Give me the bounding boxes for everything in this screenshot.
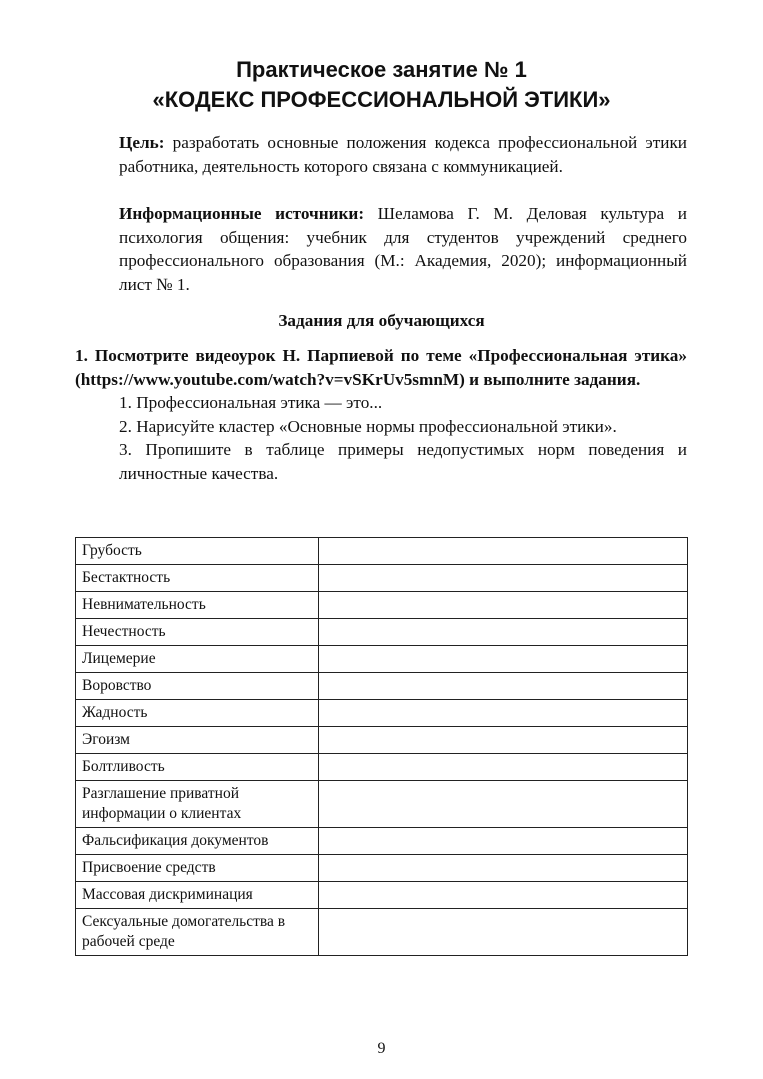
row-label: Массовая дискриминация [76,882,319,909]
row-label: Жадность [76,700,319,727]
table-row [76,592,688,619]
table-row [76,700,688,727]
page-title-line1: Практическое занятие № 1 [236,57,527,82]
row-answer-cell[interactable] [319,565,688,592]
row-answer-cell[interactable] [319,909,688,956]
table-row [76,619,688,646]
row-answer-cell[interactable] [319,781,688,828]
row-answer-cell[interactable] [319,855,688,882]
table-row [76,754,688,781]
row-label: Бестактность [76,565,319,592]
row-label: Болтливость [76,754,319,781]
task1 [75,344,687,486]
task1-item: 3. Пропишите в таблице примеры недопустимых норм поведения и личностные качества. [119,440,687,483]
row-label: Присвоение средств [76,855,319,882]
row-label: Нечестность [76,619,319,646]
row-answer-cell[interactable] [319,619,688,646]
row-answer-cell[interactable] [319,646,688,673]
task1-heading: 1. Посмотрите видеоурок Н. Парпиевой по теме «Профессиональная этика» (https://www.youtube.com/watch?v=vSKrUv5smnM) и выполните задания. [75,346,687,389]
row-label: Эгоизм [76,727,319,754]
goal-paragraph [75,131,687,178]
row-label: Грубость [76,538,319,565]
row-answer-cell[interactable] [319,754,688,781]
sources-text: Шеламова Г. М. Деловая культура и психология общения: учебник для студентов учреждений среднего профессионального образования (М.: Академия, 2020); информационный лист № 1. [119,204,687,294]
page-title-line2: «КОДЕКС ПРОФЕССИОНАЛЬНОЙ ЭТИКИ» [152,87,611,112]
table-row [76,882,688,909]
row-answer-cell[interactable] [319,727,688,754]
behavior-table [75,537,688,956]
goal-text: разработать основные положения кодекса профессиональной этики работника, деятельность которого связана с коммуникацией. [119,133,687,176]
row-answer-cell[interactable] [319,828,688,855]
row-label: Сексуальные домогательства в рабочей среде [76,909,319,956]
row-answer-cell[interactable] [319,538,688,565]
table-row [76,538,688,565]
sources-label: Информационные источники: [119,204,365,223]
row-answer-cell[interactable] [319,700,688,727]
table-row [76,565,688,592]
row-label: Разглашение приватной информации о клиентах [76,781,319,828]
table-row [76,646,688,673]
row-label: Невнимательность [76,592,319,619]
task1-item: 2. Нарисуйте кластер «Основные нормы профессиональной этики». [119,416,617,436]
row-answer-cell[interactable] [319,882,688,909]
table-row [76,855,688,882]
page-number: 9 [377,1040,386,1057]
table-row [76,909,688,956]
sources-paragraph [75,202,687,296]
row-answer-cell[interactable] [319,673,688,700]
row-answer-cell[interactable] [319,592,688,619]
section-title: Задания для обучающихся [278,311,485,330]
table-row [76,828,688,855]
table-row [76,781,688,828]
row-label: Воровство [76,673,319,700]
row-label: Лицемерие [76,646,319,673]
table-row [76,727,688,754]
task1-item: 1. Профессиональная этика — это... [119,393,383,413]
table-row [76,673,688,700]
goal-label: Цель: [119,133,165,152]
row-label: Фальсификация документов [76,828,319,855]
